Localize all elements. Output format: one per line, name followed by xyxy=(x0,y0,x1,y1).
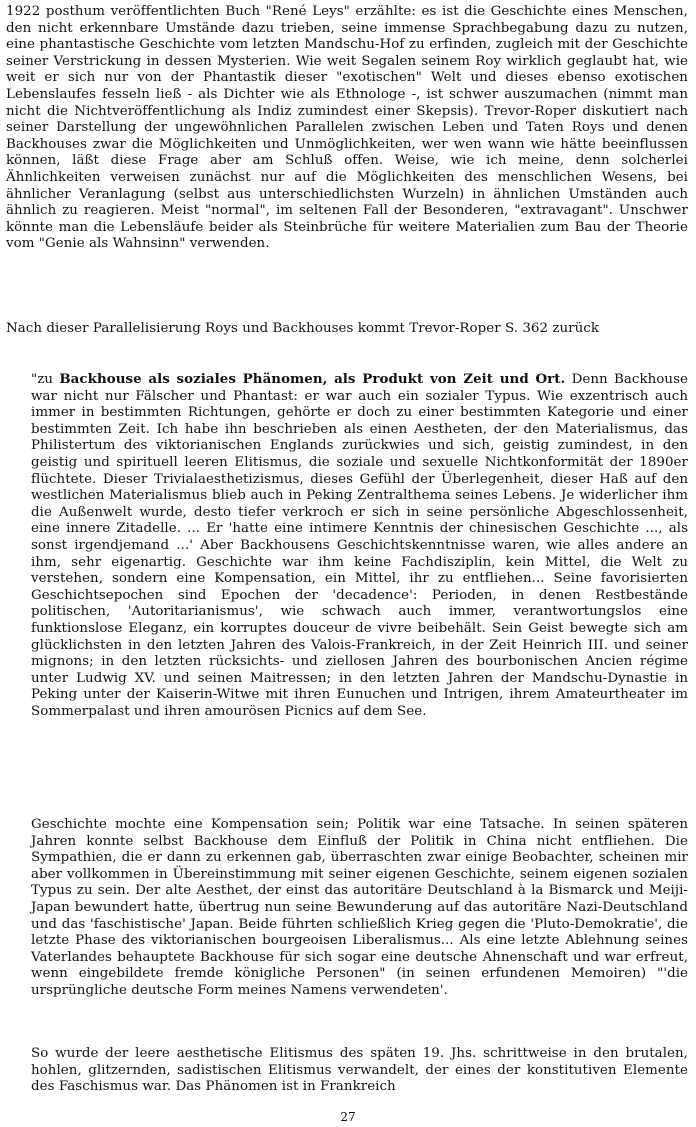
paragraph-politik: Geschichte mochte eine Kompensation sein; Politik war eine Tatsache. In seinen späteren Jahren konnte selbst Backhouse dem Einfluß der Politik in China nicht entfliehen. Die Sympathien, die er dann zu erkennen gab, überraschten zwar einige Beobachter, scheinen mir aber vollkommen in Übereinstimmung mit seiner eigenen Geschichte, seinem eigenen sozialen Typus zu sein. Der alte Aesthet, der einst das autoritäre Deutschland à la Bismarck und Meiji-Japan bewundert hatte, übertrug nun seine Bewunderung auf das autoritäre Nazi-Deutschland und das 'faschistische' Japan. Beide führten schließlich Krieg gegen die 'Pluto-Demokratie', die letzte Phase des viktorianischen bourgeoisen Liberalismus... Als eine letzte Ablehnung seines Vaterlandes behauptete Backhouse für sich sogar eine deutsche Ahnenschaft und war erfreut, wenn eingebildete fremde königliche Personen" (in seinen erfundenen Memoiren) "'die ursprüngliche deutsche Form meines Namens verwendeten'. xyxy=(31,817,688,998)
quote-bold-phrase: Backhouse als soziales Phänomen, als Produkt von Zeit und Ort. xyxy=(59,371,566,387)
page-number: 27 xyxy=(340,1110,356,1124)
paragraph-parallelisierung: Nach dieser Parallelisierung Roys und Backhouses kommt Trevor-Roper S. 362 zurück xyxy=(6,321,599,336)
block-quote xyxy=(31,371,688,720)
paragraph-segalen: 1922 posthum veröffentlichten Buch "René Leys" erzählte: es ist die Geschichte eines Menschen, den nicht erkennbare Umstände dazu trieben, seine immense Sprachbegabung dazu zu nutzen, eine phantastische Geschichte vom letzten Mandschu-Hof zu erfinden, zugleich mit der Geschichte seiner Verstrickung in dessen Mysterien. Wie weit Segalen seinem Roy wirklich geglaubt hat, wie weit er sich nur von der Phantastik dieser "exotischen" Welt und dieses ebenso exotischen Lebenslaufes fesseln ließ - als Dichter wie als Ethnologe -, ist schwer auszumachen (nimmt man nicht die Nichtveröffentlichung als Indiz zumindest einer Skepsis). Trevor-Roper diskutiert nach seiner Darstellung der ungewöhnlichen Parallelen zwischen Leben und Taten Roys und denen Backhouses zwar die Möglichkeiten und Unmöglichkeiten, wer wen wann wie hätte beeinflussen können, läßt diese Frage aber am Schluß offen. Weise, wie ich meine, denn solcherlei Ähnlichkeiten verweisen zunächst nur auf die Möglichkeiten des menschlichen Wesens, bei ähnlicher Veranlagung (selbst aus unterschiedlichsten Wurzeln) in ähnlichen Umständen auch ähnlich zu reagieren. Meist "normal", im seltenen Fall der Besonderen, "extravagant". Unschwer könnte man die Lebensläufe beider als Steinbrüche für weitere Materialien zum Bau der Theorie vom "Genie als Wahnsinn" verwenden. xyxy=(6,4,688,252)
quote-open: "zu xyxy=(31,372,60,387)
paragraph-elitismus: So wurde der leere aesthetische Elitismus des späten 19. Jhs. schrittweise in den brutalen, hohlen, glitzernden, sadistischen Elitismus verwandelt, der eines der konstitutiven Elemente des Faschismus war. Das Phänomen ist in Frankreich xyxy=(31,1046,688,1095)
quote-body: Denn Backhouse war nicht nur Fälscher und Phantast: er war auch ein sozialer Typus. Wie exzentrisch auch immer in bestimmten Richtungen, gehörte er doch zu einer bestimmten Kategorie und einer bestimmten Zeit. Ich habe ihn beschrieben als einen Aestheten, der den Materialismus, das Philistertum des viktorianischen Englands zurückwies und sich, geistig zumindest, in den geistig und spirituell leeren Elitismus, die soziale und sexuelle Nichtkonformität der 1890er flüchtete. Dieser Trivialaesthetizismus, dieses Gefühl der Überlegenheit, dieser Haß auf den westlichen Materialismus blieb auch in Peking Zentralthema seines Lebens. Je widerlicher ihm die Außenwelt wurde, desto tiefer verkroch er sich in seine persönliche Abgeschlossenheit, eine innere Zitadelle. ... Er 'hatte eine intimere Kenntnis der chinesischen Geschichte ..., als sonst irgendjemand ...' Aber Backhousens Geschichtskenntnisse waren, wie alles andere an ihm, sehr eigenartig. Geschichte war ihm keine Fachdisziplin, kein Mittel, die Welt zu verstehen, sondern eine Kompensation, ein Mittel, ihr zu entfliehen... Seine favorisierten Geschichtsepochen sind Epochen der 'decadence': Perioden, in denen Restbestände politischen, 'Autoritarianismus', wie schwach auch immer, verantwortungslos eine funktionslose Eleganz, ein korruptes douceur de vivre beibehält. Sein Geist bewegte sich am glücklichsten in den letzten Jahren des Valois-Frankreich, in der Zeit Heinrich III. und seiner mignons; in den letzten rücksichts- und ziellosen Jahren des bourbonischen Ancien régime unter Ludwig XV. und seinen Maitressen; in den letzten Jahren der Mandschu-Dynastie in Peking unter der Kaiserin-Witwe mit ihren Eunuchen und Intrigen, ihrem Amateurtheater im Sommerpalast und ihren amourösen Picnics auf dem See. xyxy=(31,372,688,719)
